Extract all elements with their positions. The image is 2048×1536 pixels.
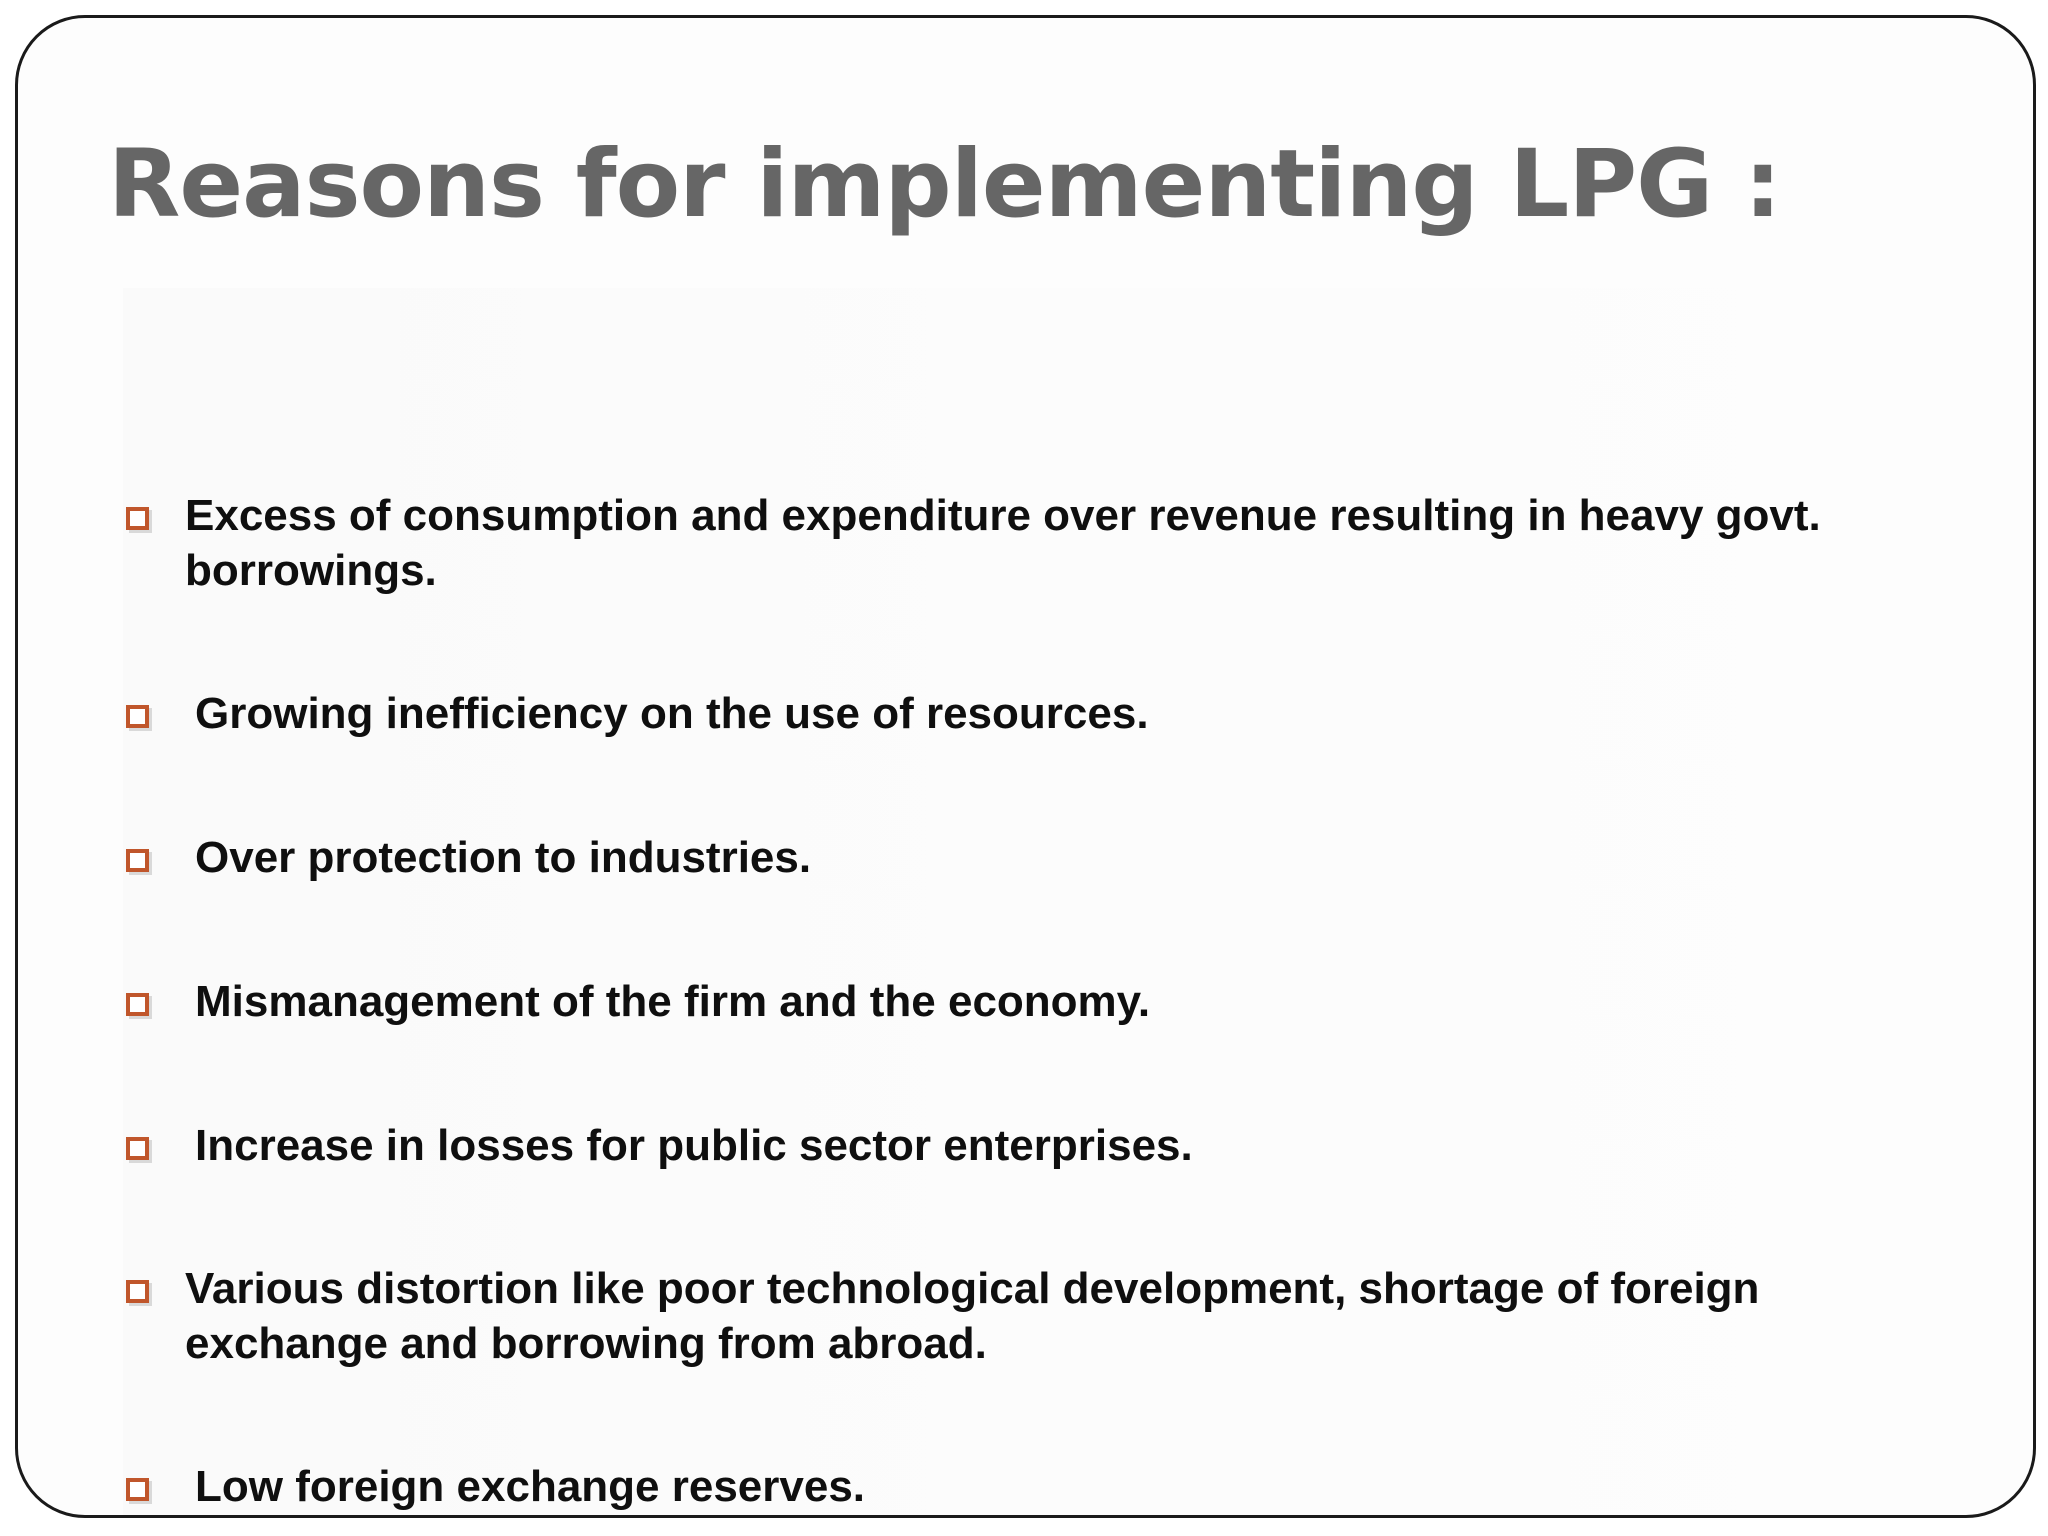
bullet-text: Growing inefficiency on the use of resources. (195, 689, 1149, 738)
bullet-text: Excess of consumption and expenditure over revenue resulting in heavy govt. borrowings. (185, 491, 1821, 595)
square-checkbox-icon (126, 1280, 149, 1303)
square-checkbox-icon (126, 507, 149, 530)
bullet-item (108, 1261, 1938, 1371)
square-checkbox-icon (126, 705, 149, 728)
bullet-item (108, 488, 1938, 598)
bullet-text: Various distortion like poor technological development, shortage of foreign exchange and borrowing from abroad. (185, 1264, 1760, 1368)
bullet-item (108, 830, 1938, 885)
slide-title: Reasons for implementing LPG : (108, 130, 1781, 239)
bullet-item (108, 974, 1938, 1029)
bullet-text: Over protection to industries. (195, 833, 812, 882)
square-checkbox-icon (126, 1137, 149, 1160)
bullet-item (108, 1118, 1938, 1173)
bullet-item (108, 686, 1938, 741)
square-checkbox-icon (126, 993, 149, 1016)
square-checkbox-icon (126, 1478, 149, 1501)
bullet-text: Mismanagement of the firm and the economy. (195, 977, 1151, 1026)
square-checkbox-icon (126, 849, 149, 872)
bullet-item (108, 1459, 1938, 1514)
bullet-text: Low foreign exchange reserves. (195, 1462, 866, 1511)
bullet-text: Increase in losses for public sector enterprises. (195, 1121, 1193, 1170)
